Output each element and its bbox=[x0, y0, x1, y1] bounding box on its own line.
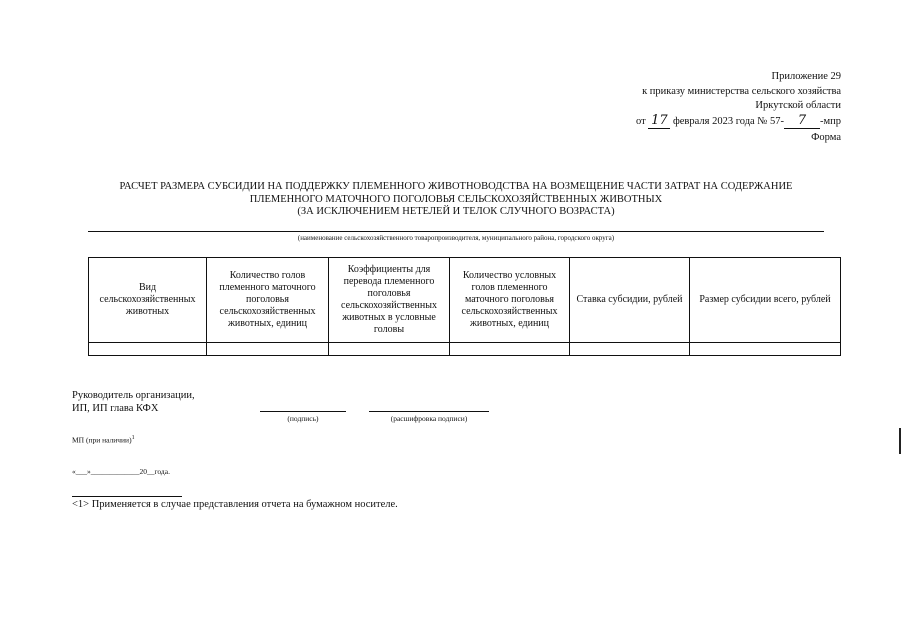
producer-caption: (наименование сельскохозяйственного товаропроизводителя, муниципального района, городского округа) bbox=[297, 234, 615, 242]
signature-decoding-line bbox=[369, 411, 489, 412]
signature-decoding-caption: (расшифровка подписи) bbox=[390, 414, 468, 423]
stamp-text: МП (при наличии) bbox=[72, 435, 132, 445]
footnote-text: <1> Применяется в случае представления отчета на бумажном носителе. bbox=[72, 499, 398, 510]
cell-conversion-coefficients bbox=[329, 343, 450, 356]
header-conventional-heads: Количество условных голов племенного маточного поголовья сельскохозяйственных животных, единиц bbox=[450, 258, 570, 343]
signatory-label bbox=[72, 389, 195, 415]
header-subsidy-rate: Ставка субсидии, рублей bbox=[570, 258, 690, 343]
handwritten-day: 17 bbox=[648, 114, 670, 130]
document-title bbox=[88, 181, 824, 219]
appendix-line-2: к приказу министерства сельского хозяйства bbox=[642, 85, 841, 97]
date-prefix: от bbox=[636, 115, 646, 127]
scan-edge-mark bbox=[899, 428, 901, 454]
cell-animal-type bbox=[89, 343, 207, 356]
subsidy-table bbox=[88, 257, 841, 356]
appendix-line-1: Приложение 29 bbox=[771, 71, 841, 82]
handwritten-number: 7 bbox=[784, 114, 820, 130]
appendix-line-3: Иркутской области bbox=[755, 100, 841, 111]
date-suffix: -мпр bbox=[819, 115, 841, 127]
signature-line bbox=[260, 411, 346, 412]
header-conversion-coefficients: Коэффициенты для перевода племенного поголовья сельскохозяйственных животных в условные головы bbox=[329, 258, 450, 343]
appendix-block bbox=[636, 70, 841, 129]
header-breeding-heads: Количество голов племенного маточного поголовья сельскохозяйственных животных, единиц bbox=[207, 258, 329, 343]
cell-conventional-heads bbox=[450, 343, 570, 356]
date-middle: февраля 2023 года № 57- bbox=[672, 115, 784, 127]
title-line-3: (ЗА ИСКЛЮЧЕНИЕМ НЕТЕЛЕЙ И ТЕЛОК СЛУЧНОГО ВОЗРАСТА) bbox=[297, 206, 615, 217]
appendix-date-line bbox=[636, 114, 841, 130]
title-line-1: РАСЧЕТ РАЗМЕРА СУБСИДИИ НА ПОДДЕРЖКУ ПЛЕМЕННОГО ЖИВОТНОВОДСТВА НА ВОЗМЕЩЕНИЕ ЧАСТИ ЗАТРАТ НА СОДЕРЖАНИЕ bbox=[119, 181, 793, 192]
signatory-label-line-2: ИП, ИП глава КФХ bbox=[72, 403, 159, 414]
form-label: Форма bbox=[811, 132, 841, 143]
table-row bbox=[89, 343, 841, 356]
footnote-mark: 1 bbox=[131, 435, 135, 441]
header-animal-type: Вид сельскохозяйственных животных bbox=[89, 258, 207, 343]
producer-name-line bbox=[88, 231, 824, 232]
header-subsidy-total: Размер субсидии всего, рублей bbox=[690, 258, 841, 343]
signature-caption: (подпись) bbox=[287, 414, 319, 423]
stamp-placeholder bbox=[72, 435, 135, 445]
table-header-row bbox=[89, 258, 841, 343]
title-line-2: ПЛЕМЕННОГО МАТОЧНОГО ПОГОЛОВЬЯ СЕЛЬСКОХОЗЯЙСТВЕННЫХ ЖИВОТНЫХ bbox=[249, 193, 663, 205]
cell-subsidy-rate bbox=[570, 343, 690, 356]
cell-subsidy-total bbox=[690, 343, 841, 356]
cell-breeding-heads bbox=[207, 343, 329, 356]
date-placeholder: «___»_____________20__года. bbox=[72, 467, 170, 476]
footnote-separator bbox=[72, 496, 182, 497]
signatory-label-line-1: Руководитель организации, bbox=[72, 390, 195, 401]
